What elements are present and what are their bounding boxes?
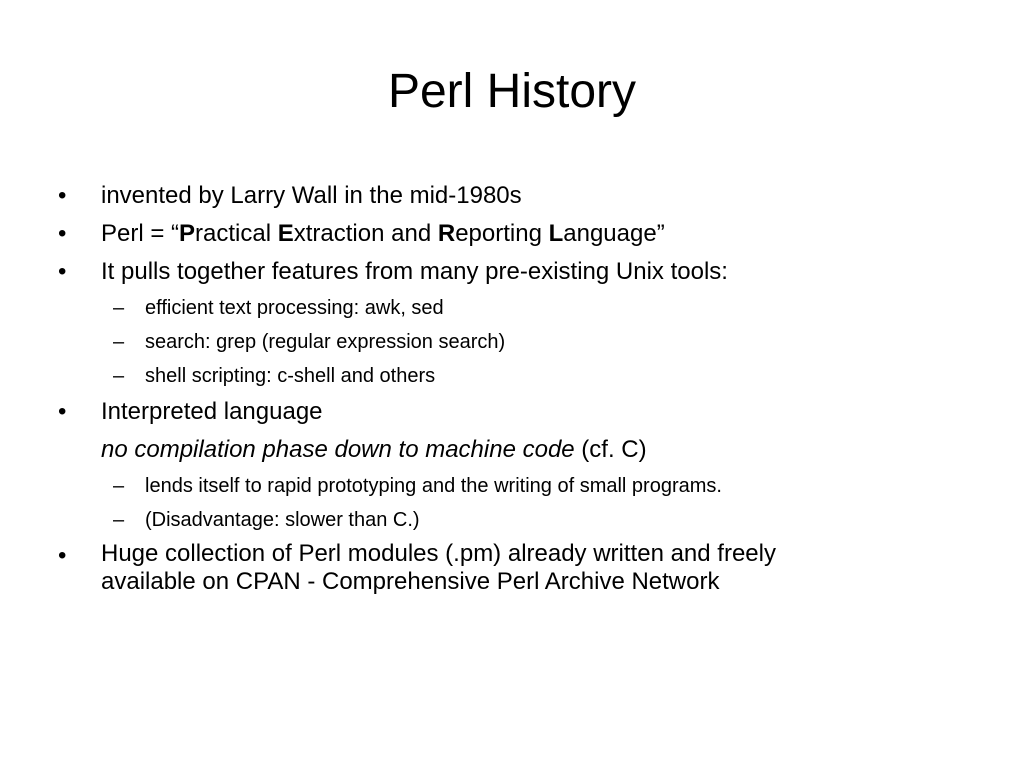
word-rest: eporting bbox=[455, 220, 549, 247]
bullet-continuation bbox=[56, 434, 956, 466]
sub-bullet-text: shell scripting: c-shell and others bbox=[145, 365, 436, 387]
bullet-text-line: Huge collection of Perl modules (.pm) already written and freely bbox=[101, 540, 776, 567]
bullet-text-prefix: Perl = “ bbox=[101, 220, 180, 247]
bullet-marker: • bbox=[58, 258, 67, 285]
dash-marker: – bbox=[113, 331, 125, 353]
word-rest: xtraction and bbox=[293, 220, 438, 247]
sub-bullet-item bbox=[56, 294, 956, 322]
acronym-letter-e: E bbox=[277, 220, 294, 247]
bullet-item bbox=[56, 396, 956, 428]
sub-bullet-item bbox=[56, 362, 956, 390]
word-rest: anguage” bbox=[563, 220, 665, 247]
bullet-text: Interpreted language bbox=[101, 398, 323, 425]
italic-phrase: no compilation phase down to machine code bbox=[101, 436, 575, 463]
acronym-letter-p: P bbox=[179, 220, 196, 247]
sub-bullet-item bbox=[56, 328, 956, 356]
acronym-letter-r: R bbox=[437, 220, 456, 247]
dash-marker: – bbox=[113, 365, 125, 387]
bullet-item bbox=[56, 218, 956, 250]
bullet-item bbox=[56, 540, 956, 596]
bullet-text-line: available on CPAN - Comprehensive Perl Archive Network bbox=[101, 568, 720, 595]
sub-bullet-item bbox=[56, 506, 956, 534]
word-rest: ractical bbox=[195, 220, 278, 247]
dash-marker: – bbox=[113, 297, 125, 319]
bullet-marker: • bbox=[58, 398, 67, 425]
dash-marker: – bbox=[113, 475, 125, 497]
acronym-letter-l: L bbox=[548, 220, 564, 247]
bullet-marker: • bbox=[58, 542, 67, 569]
bullet-text: invented by Larry Wall in the mid-1980s bbox=[101, 182, 522, 209]
bullet-text: It pulls together features from many pre-existing Unix tools: bbox=[101, 258, 728, 285]
bullet-item bbox=[56, 180, 956, 212]
bullet-item bbox=[56, 256, 956, 288]
sub-bullet-item bbox=[56, 472, 956, 500]
sub-bullet-text: efficient text processing: awk, sed bbox=[145, 297, 444, 319]
continuation-rest: (cf. C) bbox=[574, 436, 647, 463]
sub-bullet-text: (Disadvantage: slower than C.) bbox=[145, 509, 420, 531]
bullet-marker: • bbox=[58, 182, 67, 209]
slide-body bbox=[56, 180, 956, 596]
sub-bullet-text: search: grep (regular expression search) bbox=[145, 331, 506, 353]
bullet-marker: • bbox=[58, 220, 67, 247]
sub-bullet-text: lends itself to rapid prototyping and the writing of small programs. bbox=[145, 475, 722, 497]
dash-marker: – bbox=[113, 509, 125, 531]
slide-title: Perl History bbox=[387, 65, 637, 118]
